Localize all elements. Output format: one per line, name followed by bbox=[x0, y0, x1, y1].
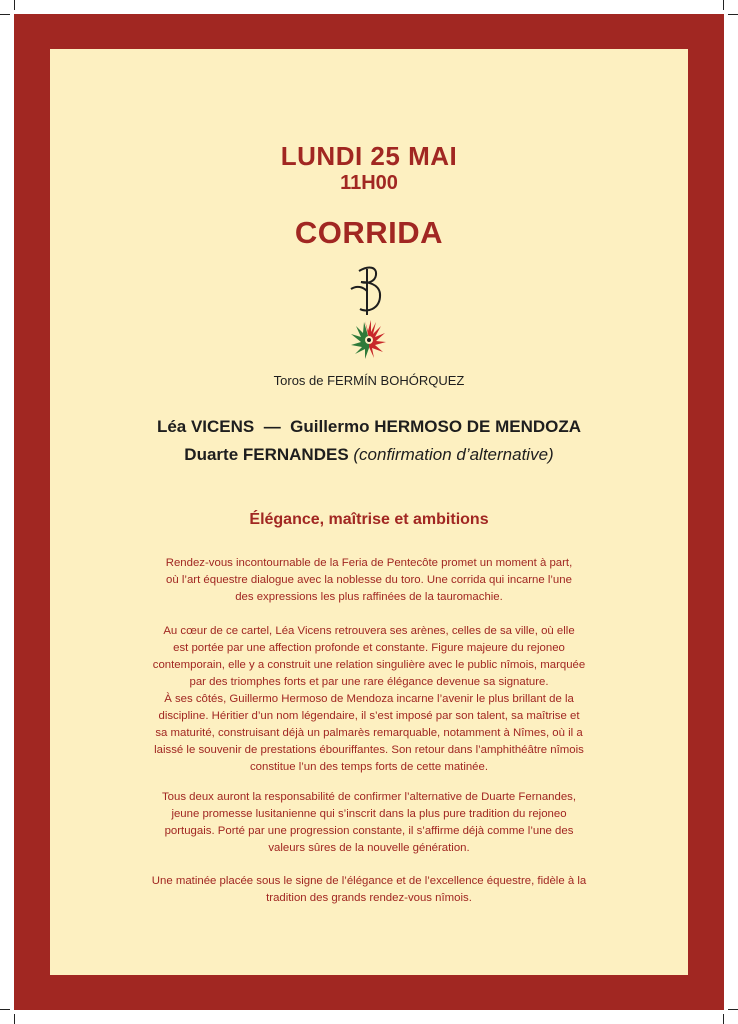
event-date: LUNDI 25 MAI bbox=[280, 141, 458, 171]
paragraph-intro bbox=[138, 555, 600, 606]
event-title: CORRIDA bbox=[294, 215, 444, 250]
text-line: est portée par une affection profonde et constante. Figure majeure du rejoneo bbox=[173, 642, 565, 654]
text-line: jeune promesse lusitanienne qui s’inscrit dans la plus pure tradition du rejoneo bbox=[171, 808, 567, 820]
cartel-line-1: Léa VICENS — Guillermo HERMOSO DE MENDOZA bbox=[156, 417, 582, 436]
paragraph-cartel bbox=[138, 623, 600, 776]
text-line: des expressions les plus raffinées de la tauromachie. bbox=[235, 591, 503, 603]
crop-mark bbox=[14, 1014, 15, 1024]
paragraph-closing bbox=[138, 873, 600, 907]
text-line: constitue l’un des temps forts de cette matinée. bbox=[249, 761, 489, 773]
text-line: où l’art équestre dialogue avec la noblesse du toro. Une corrida qui incarne l’une bbox=[166, 574, 572, 586]
rider-name: Duarte FERNANDES bbox=[184, 445, 349, 464]
text-line: laissé le souvenir de prestations ébouriffantes. Son retour dans l’amphithéâtre nîmois bbox=[154, 744, 584, 756]
text-line: tradition des grands rendez-vous nîmois. bbox=[266, 892, 472, 904]
text-line: Rendez-vous incontournable de la Feria de Pentecôte promet un moment à part, bbox=[165, 557, 573, 569]
text-line: Tous deux auront la responsabilité de confirmer l’alternative de Duarte Fernandes, bbox=[161, 791, 577, 803]
crop-mark bbox=[728, 1009, 738, 1010]
confirmation-note: (confirmation d’alternative) bbox=[353, 445, 554, 464]
section-subtitle: Élégance, maîtrise et ambitions bbox=[249, 511, 489, 528]
ganaderia-label: Toros de FERMÍN BOHÓRQUEZ bbox=[273, 373, 465, 388]
crop-mark bbox=[723, 1014, 724, 1024]
cartel-line-2 bbox=[50, 445, 688, 465]
event-time: 11H00 bbox=[340, 172, 398, 194]
crop-mark bbox=[0, 1009, 10, 1010]
text-line: À ses côtés, Guillermo Hermoso de Mendoza incarne l’avenir le plus brillant de la bbox=[164, 693, 574, 705]
red-green-flame-emblem-icon bbox=[345, 317, 393, 361]
crop-mark bbox=[0, 14, 10, 15]
paragraph-alternative bbox=[138, 789, 600, 857]
text-line: par des triomphes forts et par une rare élégance devenue sa signature. bbox=[189, 676, 549, 688]
ganaderia-brand-icon bbox=[343, 265, 393, 317]
crop-mark bbox=[723, 0, 724, 10]
text-line: Une matinée placée sous le signe de l’élégance et de l’excellence équestre, fidèle à la bbox=[151, 875, 587, 887]
text-line: portugais. Porté par une progression constante, il s’affirme déjà comme l’une des bbox=[164, 825, 574, 837]
poster-panel bbox=[50, 49, 688, 975]
text-line: sa maturité, construisant déjà un palmarès remarquable, notamment à Nîmes, où il a bbox=[155, 727, 583, 739]
text-line: Au cœur de ce cartel, Léa Vicens retrouvera ses arènes, celles de sa ville, où elle bbox=[163, 625, 575, 637]
text-line: valeurs sûres de la nouvelle génération. bbox=[268, 842, 470, 854]
text-line: discipline. Héritier d’un nom légendaire, il s’est imposé par son talent, sa maîtrise et bbox=[158, 710, 580, 722]
crop-mark bbox=[728, 14, 738, 15]
text-line: contemporain, elle y a construit une relation singulière avec le public nîmois, marquée bbox=[152, 659, 586, 671]
crop-mark bbox=[14, 0, 15, 10]
